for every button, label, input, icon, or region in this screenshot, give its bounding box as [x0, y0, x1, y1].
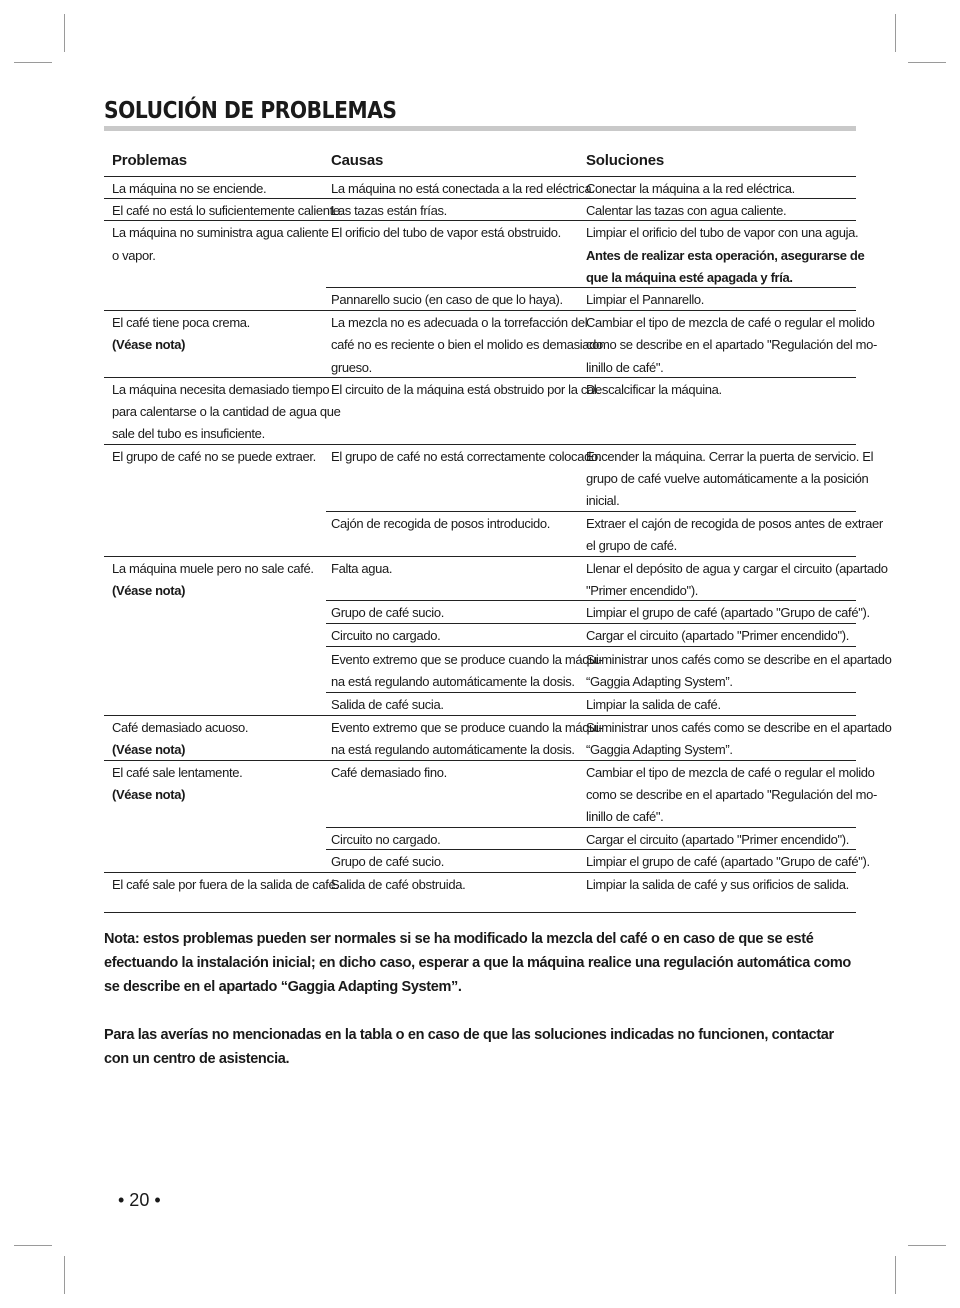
cause-cell: Café demasiado fino.	[331, 765, 447, 780]
crop-mark	[895, 1256, 896, 1294]
crop-mark	[14, 1245, 52, 1246]
solution-cell: inicial.	[586, 493, 620, 508]
solution-cell: como se describe en el apartado "Regulación del mo-	[586, 787, 877, 802]
problem-cell: El grupo de café no se puede extraer.	[112, 449, 316, 464]
page-title: SOLUCIÓN DE PROBLEMAS	[104, 98, 397, 124]
solution-cell: Cambiar el tipo de mezcla de café o regular el molido	[586, 315, 875, 330]
solution-cell: Cargar el circuito (apartado "Primer encendido").	[586, 628, 850, 643]
solution-cell: grupo de café vuelve automáticamente a la posición	[586, 471, 869, 486]
problem-cell: La máquina no se enciende.	[112, 181, 267, 196]
cause-cell: La máquina no está conectada a la red eléctrica.	[331, 181, 595, 196]
cause-cell: El circuito de la máquina está obstruido por la cal.	[331, 382, 600, 397]
cause-cell: Pannarello sucio (en caso de que lo haya).	[331, 292, 563, 307]
problem-cell: para calentarse o la cantidad de agua que	[112, 404, 341, 419]
header-problems: Problemas	[112, 152, 187, 169]
solution-cell: linillo de café".	[586, 360, 664, 375]
problem-cell: (Véase nota)	[112, 583, 186, 598]
problem-cell: El café tiene poca crema.	[112, 315, 250, 330]
solution-cell: Cargar el circuito (apartado "Primer encendido").	[586, 832, 850, 847]
cause-cell: Falta agua.	[331, 561, 393, 576]
crop-mark	[64, 1256, 65, 1294]
problem-cell: El café sale por fuera de la salida de café.	[112, 877, 339, 892]
page-number: • 20 •	[118, 1190, 161, 1210]
solution-cell: Limpiar el grupo de café (apartado "Grupo de café").	[586, 854, 870, 869]
problem-cell: (Véase nota)	[112, 787, 186, 802]
problem-cell: (Véase nota)	[112, 337, 186, 352]
note-paragraph: Nota: estos problemas pueden ser normales si se ha modificado la mezcla del café o en caso de que se esté efectuando la instalación inicial; en dicho caso, esperar a que la máquina realice una regulación automática como se describe en el apartado “Gaggia Adapting System”.	[104, 931, 851, 995]
cause-cell: Salida de café obstruida.	[331, 877, 466, 892]
crop-mark	[14, 62, 52, 63]
crop-mark	[908, 1245, 946, 1246]
crop-mark	[895, 14, 896, 52]
solution-cell: Limpiar la salida de café.	[586, 697, 721, 712]
solution-cell: Limpiar el orificio del tubo de vapor con una aguja.	[586, 225, 859, 240]
crop-mark	[908, 62, 946, 63]
problem-cell: La máquina necesita demasiado tiempo	[112, 382, 330, 397]
problem-cell: La máquina muele pero no sale café.	[112, 561, 314, 576]
header-solutions: Soluciones	[586, 152, 665, 169]
solution-cell: Calentar las tazas con agua caliente.	[586, 203, 787, 218]
problem-cell: El café sale lentamente.	[112, 765, 243, 780]
cause-cell: na está regulando automáticamente la dosis.	[331, 742, 575, 757]
cause-cell: El orificio del tubo de vapor está obstruido.	[331, 225, 561, 240]
solution-cell: como se describe en el apartado "Regulación del mo-	[586, 337, 877, 352]
cause-cell: Circuito no cargado.	[331, 832, 441, 847]
cause-cell: na está regulando automáticamente la dosis.	[331, 674, 575, 689]
cause-cell: Grupo de café sucio.	[331, 605, 444, 620]
solution-cell: que la máquina esté apagada y fría.	[586, 270, 793, 285]
solution-cell: Suministrar unos cafés como se describe en el apartado	[586, 720, 892, 735]
solution-cell: Limpiar la salida de café y sus orificios de salida.	[586, 877, 849, 892]
solution-cell: Llenar el depósito de agua y cargar el circuito (apartado	[586, 561, 888, 576]
solution-cell: Suministrar unos cafés como se describe en el apartado	[586, 652, 892, 667]
cause-cell: El grupo de café no está correctamente colocado.	[331, 449, 602, 464]
solution-cell: Limpiar el Pannarello.	[586, 292, 705, 307]
solution-cell: Encender la máquina. Cerrar la puerta de servicio. El	[586, 449, 874, 464]
solution-cell: “Gaggia Adapting System”.	[586, 674, 733, 689]
problem-cell: (Véase nota)	[112, 742, 186, 757]
cause-cell: grueso.	[331, 360, 372, 375]
solution-cell: Conectar la máquina a la red eléctrica.	[586, 181, 795, 196]
problem-cell: sale del tubo es insuficiente.	[112, 426, 265, 441]
crop-mark	[64, 14, 65, 52]
solution-cell: el grupo de café.	[586, 538, 677, 553]
solution-cell: linillo de café".	[586, 809, 664, 824]
problem-cell: La máquina no suministra agua caliente	[112, 225, 329, 240]
cause-cell: Las tazas están frías.	[331, 203, 447, 218]
problem-cell: El café no está lo suficientemente caliente.	[112, 203, 344, 218]
cause-cell: Cajón de recogida de posos introducido.	[331, 516, 551, 531]
problem-cell: o vapor.	[112, 248, 156, 263]
contact-paragraph: Para las averías no mencionadas en la tabla o en caso de que las soluciones indicadas no funcionen, contactar con un centro de asistencia.	[104, 1027, 834, 1067]
cause-cell: café no es reciente o bien el molido es demasiado	[331, 337, 603, 352]
solution-cell: "Primer encendido").	[586, 583, 699, 598]
problem-cell: Café demasiado acuoso.	[112, 720, 249, 735]
solution-cell: Limpiar el grupo de café (apartado "Grupo de café").	[586, 605, 870, 620]
cause-cell: Evento extremo que se produce cuando la máqui-	[331, 720, 603, 735]
solution-cell: Cambiar el tipo de mezcla de café o regular el molido	[586, 765, 875, 780]
header-causes: Causas	[331, 152, 384, 169]
cause-cell: Evento extremo que se produce cuando la máqui-	[331, 652, 603, 667]
solution-cell: Extraer el cajón de recogida de posos antes de extraer	[586, 516, 883, 531]
title-underline	[104, 126, 856, 131]
cause-cell: Salida de café sucia.	[331, 697, 444, 712]
solution-cell: “Gaggia Adapting System”.	[586, 742, 733, 757]
cause-cell: La mezcla no es adecuada o la torrefacción del	[331, 315, 588, 330]
notes-divider	[104, 912, 856, 913]
cause-cell: Circuito no cargado.	[331, 628, 441, 643]
solution-cell: Descalcificar la máquina.	[586, 382, 722, 397]
solution-cell: Antes de realizar esta operación, asegurarse de	[586, 248, 865, 263]
cause-cell: Grupo de café sucio.	[331, 854, 444, 869]
